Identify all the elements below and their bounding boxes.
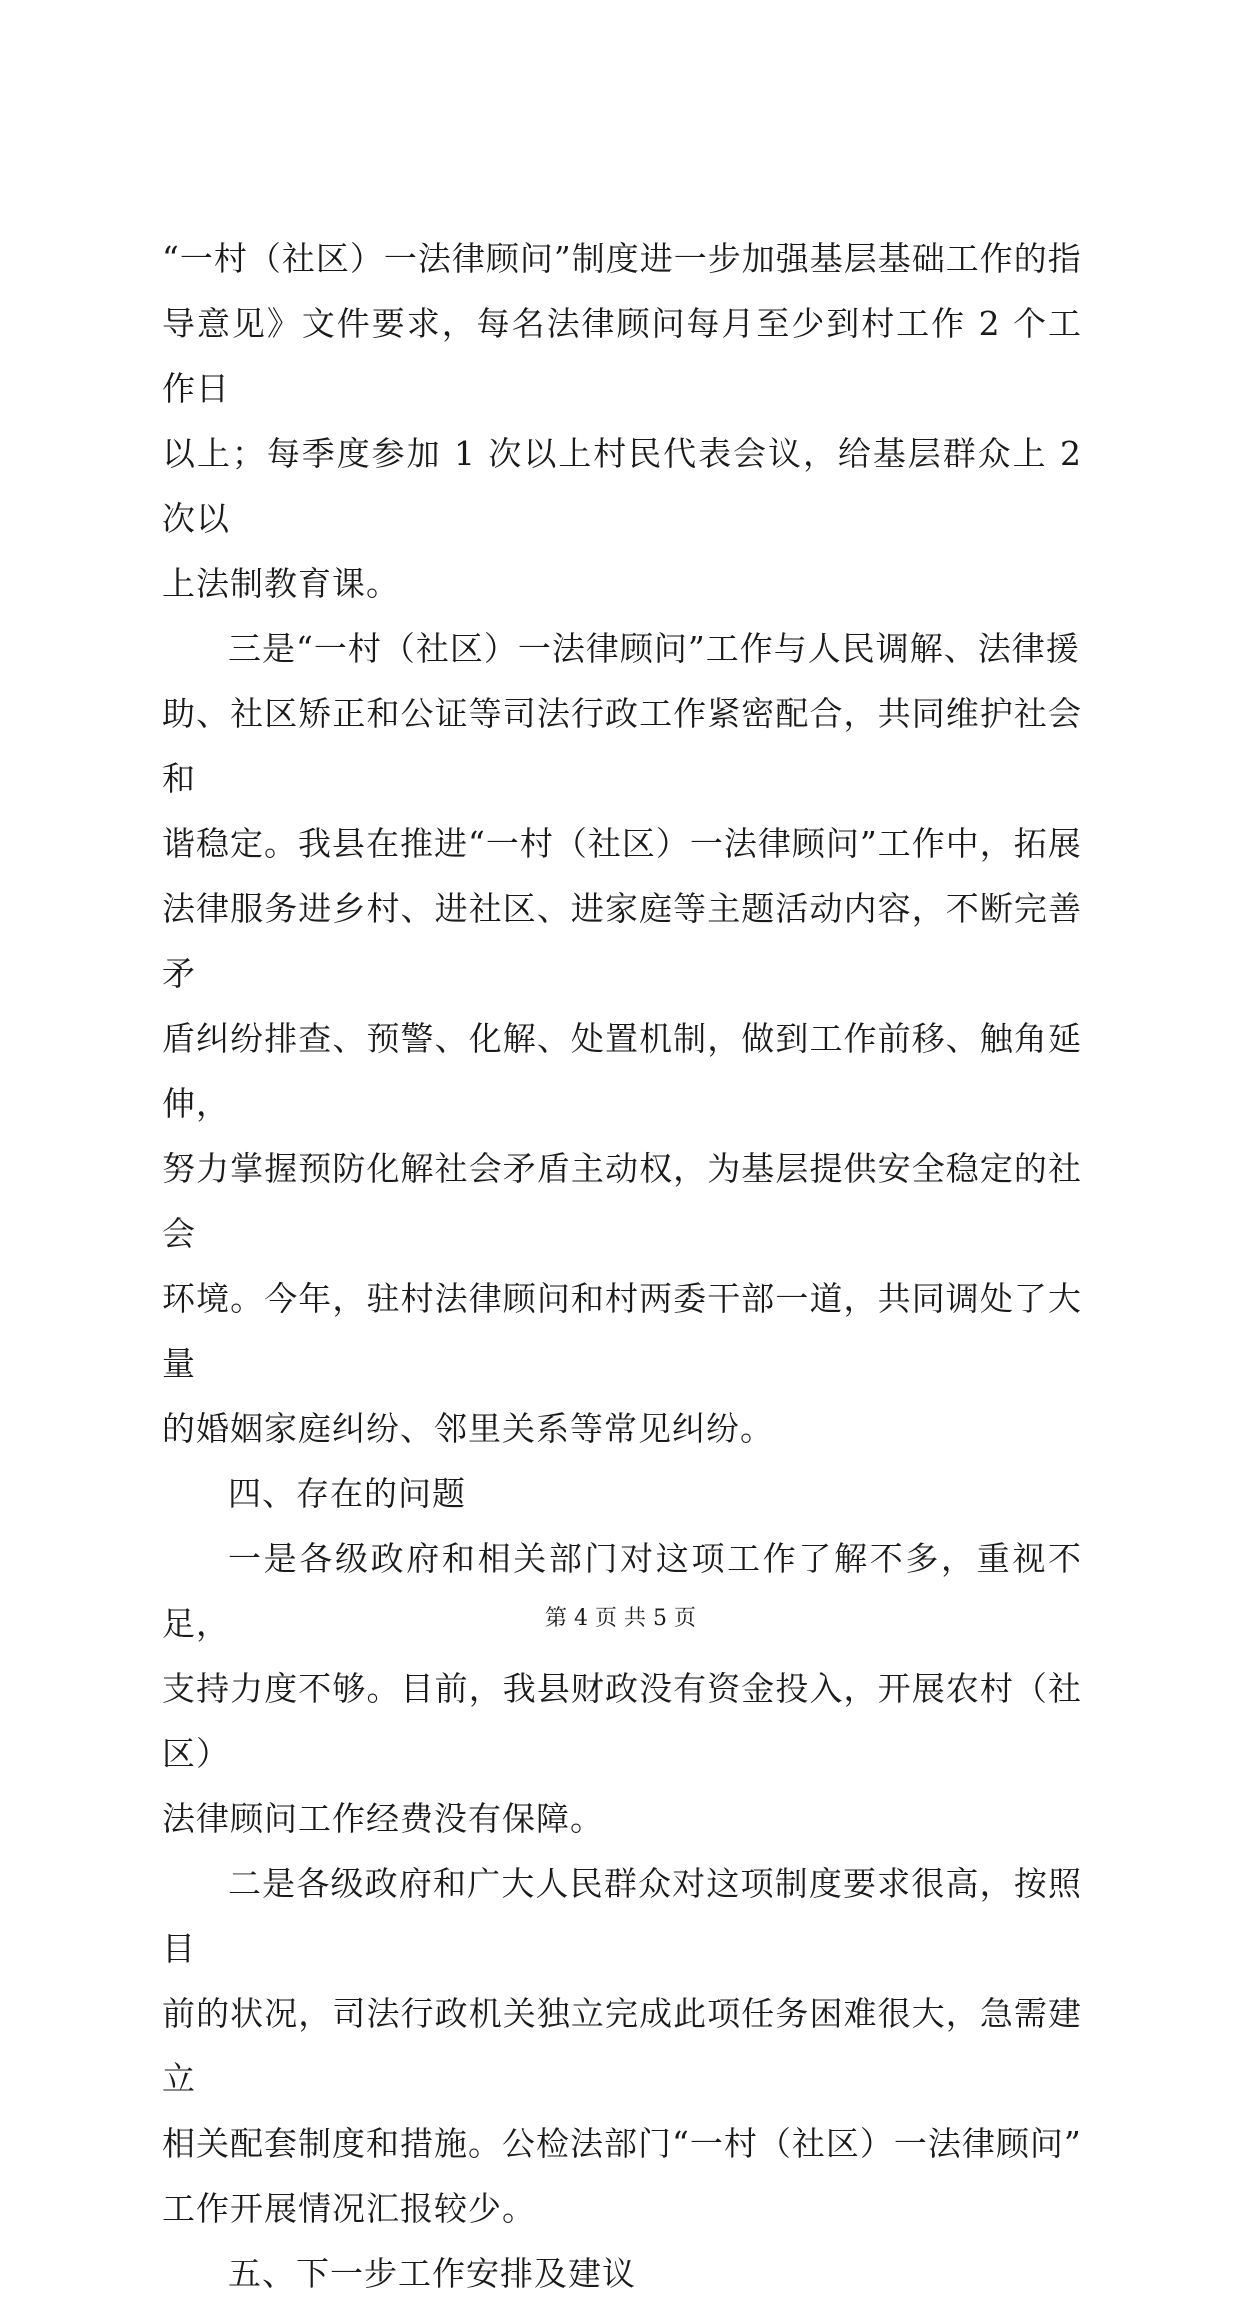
paragraph-problem-two: 二是各级政府和广大人民群众对这项制度要求很高，按照目 前的状况，司法行政机关独立完成此项任务困难很大，急需建立 相关配套制度和措施。公检法部门“一村（社区）一法律顾问” 工作开展情况汇报较少。 xyxy=(162,1864,1082,2228)
paragraph-continuation: “一村（社区）一法律顾问”制度进一步加强基层基础工作的指 导意见》文件要求，每名法律顾问每月至少到村工作 2 个工作日 以上；每季度参加 1 次以上村民代表会议，给基层群众上 2 次以 上法制教育课。 xyxy=(162,239,1082,603)
paragraph-problem-one: 一是各级政府和相关部门对这项工作了解不多，重视不足， 支持力度不够。目前，我县财政没有资金投入，开展农村（社区） 法律顾问工作经费没有保障。 xyxy=(162,1539,1082,1838)
section-heading-problems: 四、存在的问题 xyxy=(228,1474,466,1513)
paragraph-point-three: 三是“一村（社区）一法律顾问”工作与人民调解、法律援 助、社区矫正和公证等司法行政工作紧密配合，共同维护社会和 谐稳定。我县在推进“一村（社区）一法律顾问”工作中，拓展 法律服务进乡村、进社区、进家庭等主题活动内容，不断完善矛 盾纠纷排查、预警、化解、处置机制，做到工作前移、触角延伸， 努力掌握预防化解社会矛盾主动权，为基层提供安全稳定的社会 环境。今年，驻村法律顾问和村两委干部一道，共同调处了大量 的婚姻家庭纠纷、邻里关系等常见纠纷。 xyxy=(162,629,1082,1448)
page-number-footer: 第 4 页 共 5 页 xyxy=(545,1606,696,1631)
document-body xyxy=(162,226,1082,2306)
section-heading-next-steps: 五、下一步工作安排及建议 xyxy=(228,2254,636,2293)
